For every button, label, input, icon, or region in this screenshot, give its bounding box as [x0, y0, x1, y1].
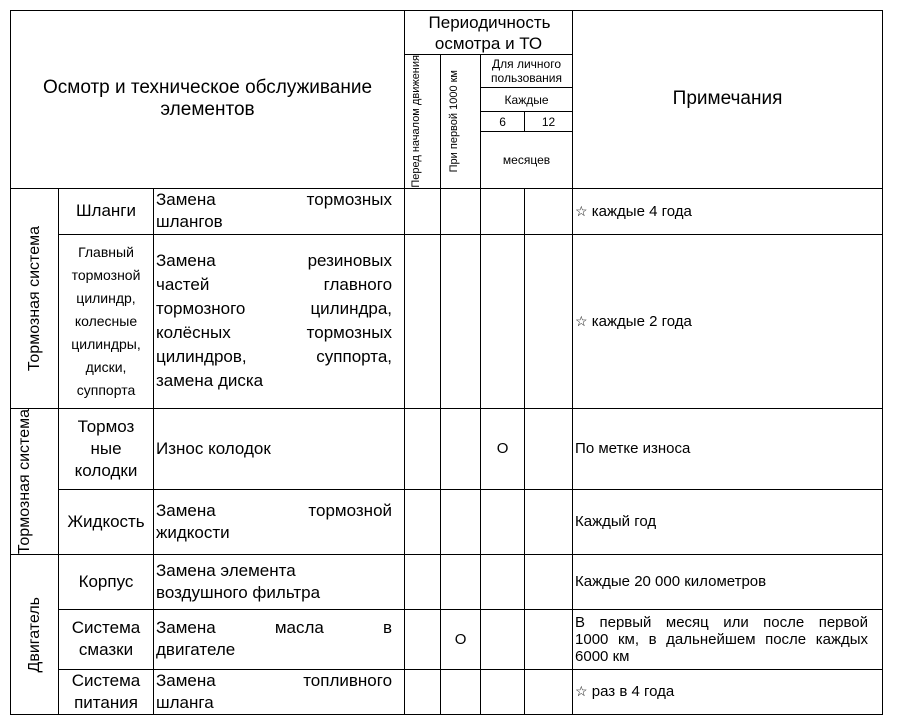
operation-housing: Замена элемента воздушного фильтра [154, 554, 405, 609]
header-main: Осмотр и техническое обслуживание элементов [11, 11, 405, 189]
cell-12-months [525, 489, 573, 554]
operation-brake-pads: Износ колодок [154, 408, 405, 489]
group-brake-system-1: Тормозная система [11, 188, 59, 408]
cell-before-start [405, 554, 441, 609]
group-brake-system-2: Тормозная система [11, 408, 59, 554]
header-every: Каждые [481, 88, 573, 112]
cell-first-1000 [441, 554, 481, 609]
note-fuel-system: ☆ раз в 4 года [573, 669, 883, 714]
cell-12-months [525, 609, 573, 669]
element-fuel-system: Система питания [59, 669, 154, 714]
star-icon: ☆ [575, 683, 588, 700]
note-hoses: ☆ каждые 4 года [573, 188, 883, 234]
element-hoses: Шланги [59, 188, 154, 234]
operation-master-cylinder: Замена резиновых частей главного тормозного цилиндра, колёсных тормозных цилиндров, суппорта, замена диска [154, 234, 405, 408]
cell-12-months [525, 188, 573, 234]
cell-first-1000 [441, 234, 481, 408]
header-months: месяцев [481, 132, 573, 189]
header-personal-use: Для личного пользования [481, 55, 573, 88]
header-first-1000: При первой 1000 км [441, 55, 481, 189]
header-notes: Примечания [573, 11, 883, 189]
note-master-cylinder: ☆ каждые 2 года [573, 234, 883, 408]
operation-hoses: Замена тормозных шлангов [154, 188, 405, 234]
element-housing: Корпус [59, 554, 154, 609]
cell-6-months [481, 489, 525, 554]
note-housing: Каждые 20 000 километров [573, 554, 883, 609]
star-icon: ☆ [575, 202, 588, 219]
cell-before-start [405, 408, 441, 489]
cell-first-1000 [441, 489, 481, 554]
element-master-cylinder: Главный тормозной цилиндр, колесные цилиндры, диски, суппорта [59, 234, 154, 408]
cell-12-months [525, 554, 573, 609]
header-before-start: Перед началом движения [405, 55, 441, 189]
element-brake-pads: Тормоз ные колодки [59, 408, 154, 489]
element-lubrication: Система смазки [59, 609, 154, 669]
cell-before-start [405, 609, 441, 669]
cell-before-start [405, 489, 441, 554]
note-brake-pads: По метке износа [573, 408, 883, 489]
header-periodicity: Периодичность осмотра и ТО [405, 11, 573, 55]
cell-6-months [481, 234, 525, 408]
note-fluid: Каждый год [573, 489, 883, 554]
element-fluid: Жидкость [59, 489, 154, 554]
cell-6-months [481, 554, 525, 609]
cell-6-months [481, 188, 525, 234]
note-lubrication: В первый месяц или после первой 1000 км, в дальнейшем после каждых 6000 км [573, 609, 883, 669]
operation-fluid: Замена тормозной жидкости [154, 489, 405, 554]
star-icon: ☆ [575, 312, 588, 329]
mark-first-1000: O [441, 609, 481, 669]
cell-first-1000 [441, 188, 481, 234]
cell-first-1000 [441, 408, 481, 489]
mark-6-months: O [481, 408, 525, 489]
cell-before-start [405, 188, 441, 234]
header-6-months: 6 [481, 112, 525, 132]
operation-lubrication: Замена масла в двигателе [154, 609, 405, 669]
cell-before-start [405, 234, 441, 408]
header-12-months: 12 [525, 112, 573, 132]
group-engine: Двигатель [11, 554, 59, 714]
operation-fuel-system: Замена топливного шланга [154, 669, 405, 714]
cell-6-months [481, 609, 525, 669]
maintenance-table [10, 10, 883, 715]
cell-12-months [525, 408, 573, 489]
cell-12-months [525, 234, 573, 408]
